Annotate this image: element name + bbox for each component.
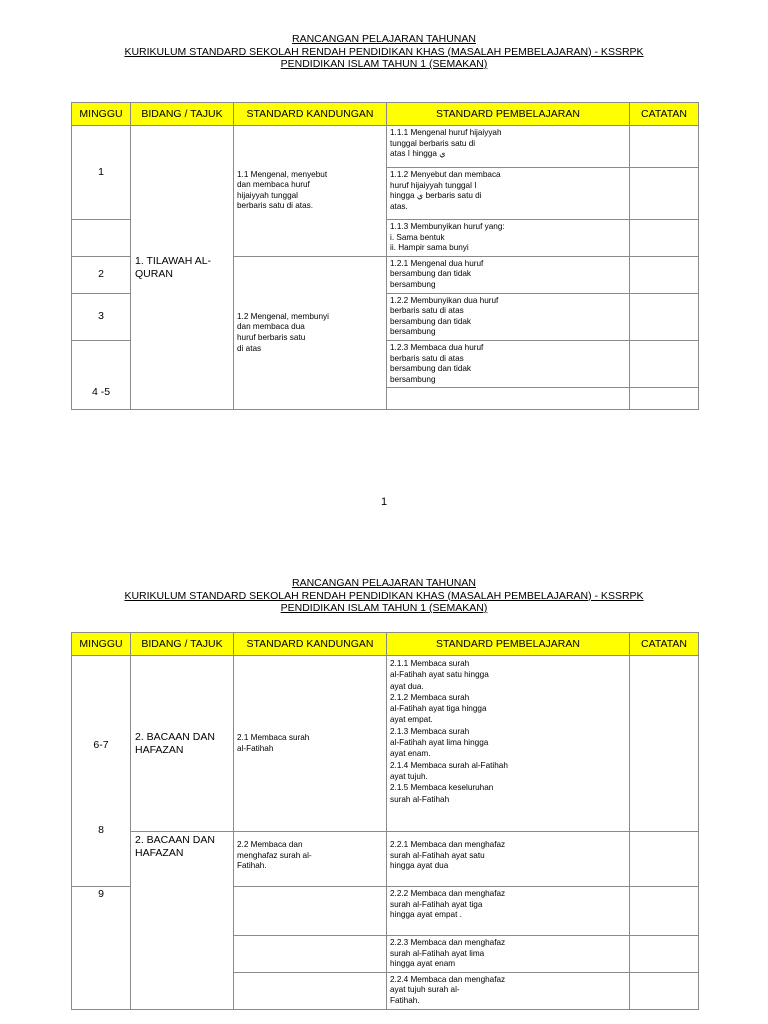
sk-cell: 1.2 Mengenal, membunyi dan membaca dua huruf berbaris satu di atas — [234, 256, 387, 410]
document-header-1 — [0, 33, 768, 71]
sk-cell: 2.2 Membaca dan menghafaz surah al- Fatihah. — [234, 832, 387, 887]
catatan-cell — [630, 168, 699, 220]
sp-cell: 1.1.3 Membunyikan huruf yang: i. Sama bentuk ii. Hampir sama bunyi — [387, 220, 630, 257]
sp-cell: 2.2.4 Membaca dan menghafaz ayat tujuh surah al- Fatihah. — [387, 972, 630, 1009]
document-header-2 — [0, 577, 768, 615]
week-cell: 2 — [72, 256, 131, 293]
week-cell-empty — [72, 220, 131, 257]
sk-cell-empty — [234, 936, 387, 973]
week-cell: 1 — [72, 126, 131, 220]
col-bidang: BIDANG / TAJUK — [131, 633, 234, 656]
bidang-cell: 2. BACAAN DAN HAFAZAN — [131, 656, 234, 832]
col-standard-kandungan: STANDARD KANDUNGAN — [234, 103, 387, 126]
sp-cell: 1.2.2 Membunyikan dua huruf berbaris satu di atas bersambung dan tidak bersambung — [387, 293, 630, 340]
sk-cell: 1.1 Mengenal, menyebut dan membaca huruf hijaiyyah tunggal berbaris satu di atas. — [234, 126, 387, 257]
catatan-cell — [630, 126, 699, 168]
page-number: 1 — [380, 496, 388, 508]
catatan-cell — [630, 832, 699, 887]
catatan-cell — [630, 256, 699, 293]
col-minggu: MINGGU — [72, 103, 131, 126]
catatan-cell — [630, 887, 699, 936]
sp-cell: 2.1.1 Membaca surah al-Fatihah ayat satu hingga ayat dua. 2.1.2 Membaca surah al-Fatihah ayat tiga hingga ayat empat. 2.1.3 Membaca surah al-Fatihah ayat lima hingga ayat enam. 2.1.4 Membaca surah al-Fatihah ayat tujuh. 2.1.5 Membaca keseluruhan surah al-Fatihah — [387, 656, 630, 832]
catatan-cell — [630, 293, 699, 340]
week-cell: 9 — [72, 887, 131, 1010]
sk-cell-empty — [234, 972, 387, 1009]
week-cell — [72, 656, 131, 887]
week-cell: 3 — [72, 293, 131, 340]
col-standard-kandungan: STANDARD KANDUNGAN — [234, 633, 387, 656]
doc-subject: PENDIDIKAN ISLAM TAHUN 1 (SEMAKAN) — [280, 58, 488, 70]
doc-subject: PENDIDIKAN ISLAM TAHUN 1 (SEMAKAN) — [280, 602, 488, 614]
sp-cell: 1.2.3 Membaca dua huruf berbaris satu di atas bersambung dan tidak bersambung — [387, 340, 630, 387]
col-standard-pembelajaran: STANDARD PEMBELAJARAN — [387, 633, 630, 656]
sp-cell: 1.1.2 Menyebut dan membaca huruf hijaiyyah tunggal ا hingga ي berbaris satu di atas. — [387, 168, 630, 220]
table-row — [72, 656, 699, 832]
catatan-cell — [630, 388, 699, 410]
doc-subtitle: KURIKULUM STANDARD SEKOLAH RENDAH PENDIDIKAN KHAS (MASALAH PEMBELAJARAN) - KSSRPK — [124, 45, 644, 58]
table-row — [72, 832, 699, 887]
sp-cell: 1.2.1 Mengenal dua huruf bersambung dan tidak bersambung — [387, 256, 630, 293]
catatan-cell — [630, 972, 699, 1009]
sk-cell-empty — [234, 887, 387, 936]
sp-cell: 2.2.2 Membaca dan menghafaz surah al-Fatihah ayat tiga hingga ayat empat . — [387, 887, 630, 936]
col-standard-pembelajaran: STANDARD PEMBELAJARAN — [387, 103, 630, 126]
sp-cell: 1.1.1 Mengenal huruf hijaiyyah tunggal berbaris satu di atas ا hingga ي — [387, 126, 630, 168]
doc-title: RANCANGAN PELAJARAN TAHUNAN — [292, 33, 476, 45]
col-catatan: CATATAN — [630, 633, 699, 656]
bidang-cell: 2. BACAAN DAN HAFAZAN — [131, 832, 234, 1010]
week-label: 8 — [98, 824, 104, 836]
rpt-table-1 — [71, 102, 699, 410]
catatan-cell — [630, 656, 699, 832]
bidang-cell: 1. TILAWAH AL- QURAN — [131, 126, 234, 410]
catatan-cell — [630, 220, 699, 257]
rpt-table-2 — [71, 632, 699, 1010]
col-catatan: CATATAN — [630, 103, 699, 126]
sp-cell-empty — [387, 388, 630, 410]
sp-cell: 2.2.3 Membaca dan menghafaz surah al-Fatihah ayat lima hingga ayat enam — [387, 936, 630, 973]
col-minggu: MINGGU — [72, 633, 131, 656]
sp-cell: 2.2.1 Membaca dan menghafaz surah al-Fatihah ayat satu hingga ayat dua — [387, 832, 630, 887]
sk-cell: 2.1 Membaca surah al-Fatihah — [234, 656, 387, 832]
catatan-cell — [630, 936, 699, 973]
doc-subtitle: KURIKULUM STANDARD SEKOLAH RENDAH PENDIDIKAN KHAS (MASALAH PEMBELAJARAN) - KSSRPK — [124, 589, 644, 602]
doc-title: RANCANGAN PELAJARAN TAHUNAN — [292, 577, 476, 589]
week-label: 6-7 — [93, 739, 109, 751]
week-cell: 4 -5 — [72, 340, 131, 409]
table-row — [72, 126, 699, 168]
col-bidang: BIDANG / TAJUK — [131, 103, 234, 126]
table-header-row — [72, 103, 699, 126]
table-header-row — [72, 633, 699, 656]
catatan-cell — [630, 340, 699, 387]
